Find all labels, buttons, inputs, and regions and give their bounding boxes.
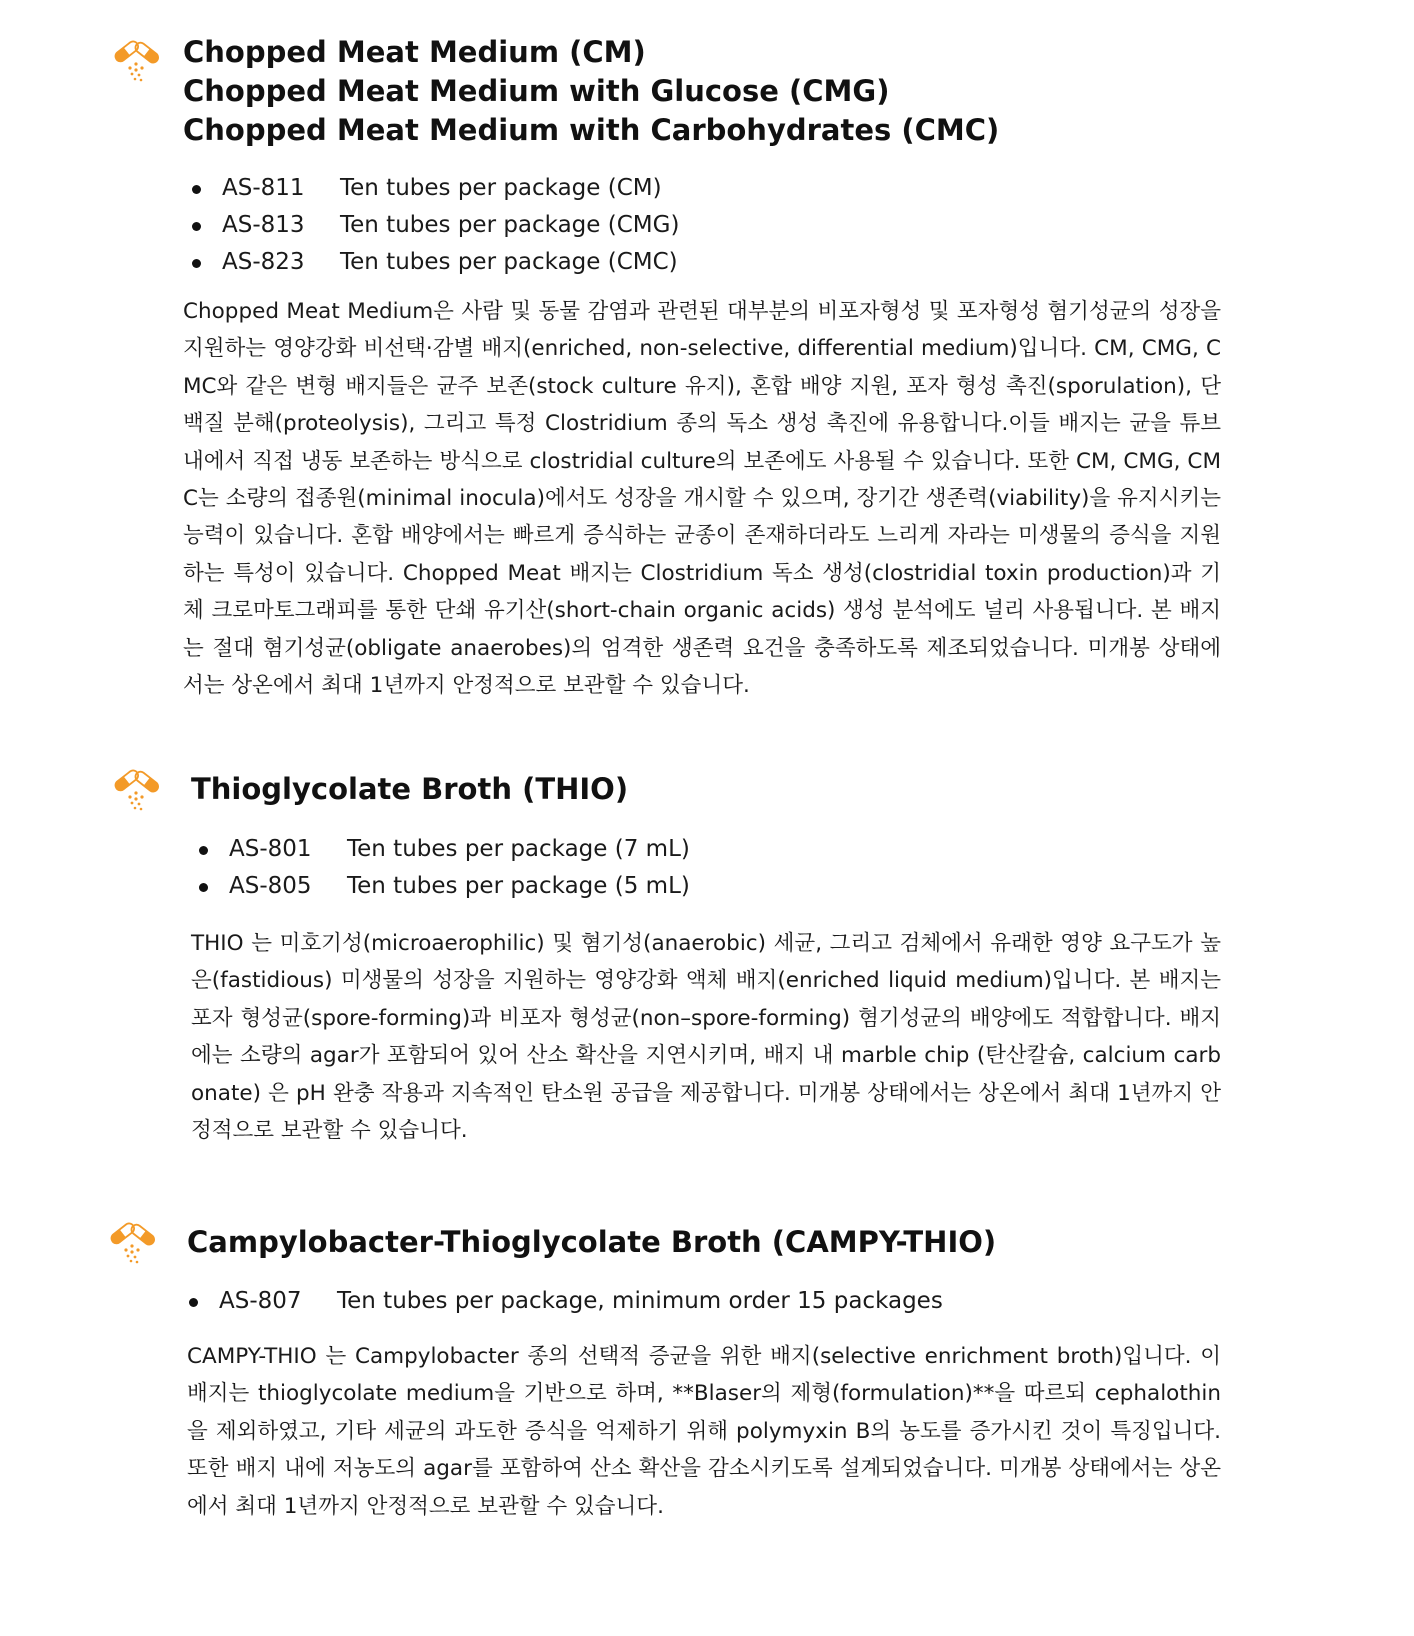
package-text: Ten tubes per package, minimum order 15 packages bbox=[337, 1288, 943, 1314]
product-code: AS-811 bbox=[222, 175, 305, 201]
product-code: AS-807 bbox=[219, 1288, 302, 1314]
product-code: AS-805 bbox=[229, 873, 312, 899]
package-text: Ten tubes per package (CMC) bbox=[340, 249, 678, 275]
product-code-list bbox=[183, 1283, 943, 1320]
capsule-pills-icon bbox=[112, 767, 160, 815]
product-code: AS-801 bbox=[229, 836, 312, 862]
list-item bbox=[193, 868, 690, 905]
title-line: Thioglycolate Broth (THIO) bbox=[191, 772, 629, 806]
section-title bbox=[183, 33, 999, 150]
capsule-pills-icon bbox=[112, 38, 160, 86]
section-description: THIO 는 미호기성(microaerophilic) 및 혐기성(anaerobic) 세균, 그리고 검체에서 유래한 영양 요구도가 높은(fastidious) 미생물의 성장을 지원하는 영양강화 액체 배지(enriched liquid medium)입니다. 본 배지는 포자 형성균(spore-forming)과 비포자 형성균(non–spore-forming) 혐기성균의 배양에도 적합합니다. 배지에는 소량의 agar가 포함되어 있어 산소 확산을 지연시키며, 배지 내 marble chip (탄산칼슘, calcium carbonate) 은 pH 완충 작용과 지속적인 탄소원 공급을 제공합니다. 미개봉 상태에서는 상온에서 최대 1년까지 안정적으로 보관할 수 있습니다. bbox=[191, 931, 1221, 1144]
title-line: Chopped Meat Medium with Glucose (CMG) bbox=[183, 74, 890, 108]
section-description: Chopped Meat Medium은 사람 및 동물 감염과 관련된 대부분의 비포자형성 및 포자형성 혐기성균의 성장을 지원하는 영양강화 비선택·감별 배지(enriched, non-selective, differential medium)입니다. CM, CMG, CMC와 같은 변형 배지들은 균주 보존(stock culture 유지), 혼합 배양 지원, 포자 형성 촉진(sporulation), 단백질 분해(proteolysis), 그리고 특정 Clostridium 종의 독소 생성 촉진에 유용합니다.이들 배지는 균을 튜브 내에서 직접 냉동 보존하는 방식으로 clostridial culture의 보존에도 사용될 수 있습니다. 또한 CM, CMG, CMC는 소량의 접종원(minimal inocula)에서도 성장을 개시할 수 있으며, 장기간 생존력(viability)을 유지시키는 능력이 있습니다. 혼합 배양에서는 빠르게 증식하는 균종이 존재하더라도 느리게 자라는 미생물의 증식을 지원하는 특성이 있습니다. Chopped Meat 배지는 Clostridium 독소 생성(clostridial toxin production)과 기체 크로마토그래피를 통한 단쇄 유기산(short-chain organic acids) 생성 분석에도 널리 사용됩니다. 본 배지는 절대 혐기성균(obligate anaerobes)의 엄격한 생존력 요건을 충족하도록 제조되었습니다. 미개봉 상태에서는 상온에서 최대 1년까지 안정적으로 보관할 수 있습니다. bbox=[183, 299, 1221, 699]
title-line: Chopped Meat Medium with Carbohydrates (CMC) bbox=[183, 113, 1000, 147]
package-text: Ten tubes per package (CM) bbox=[340, 175, 662, 201]
section-title bbox=[187, 1223, 996, 1262]
package-text: Ten tubes per package (5 mL) bbox=[347, 873, 690, 899]
list-item bbox=[186, 207, 679, 244]
list-item bbox=[186, 244, 679, 281]
title-line: Chopped Meat Medium (CM) bbox=[183, 35, 646, 69]
list-item bbox=[183, 1283, 943, 1320]
section-description: CAMPY-THIO 는 Campylobacter 종의 선택적 증균을 위한 배지(selective enrichment broth)입니다. 이 배지는 thioglycolate medium을 기반으로 하며, **Blaser의 제형(formulation)**을 따르되 cephalothin을 제외하였고, 기타 세균의 과도한 증식을 억제하기 위해 polymyxin B의 농도를 증가시킨 것이 특징입니다. 또한 배지 내에 저농도의 agar를 포함하여 산소 확산을 감소시키도록 설계되었습니다. 미개봉 상태에서는 상온에서 최대 1년까지 안정적으로 보관할 수 있습니다. bbox=[187, 1344, 1221, 1519]
list-item bbox=[193, 831, 690, 868]
product-code-list bbox=[186, 170, 679, 281]
package-text: Ten tubes per package (CMG) bbox=[340, 212, 680, 238]
capsule-pills-icon bbox=[108, 1220, 156, 1268]
section-title bbox=[191, 770, 628, 809]
list-item bbox=[186, 170, 679, 207]
title-line: Campylobacter-Thioglycolate Broth (CAMPY-THIO) bbox=[187, 1225, 997, 1259]
product-code: AS-823 bbox=[222, 249, 305, 275]
product-code: AS-813 bbox=[222, 212, 305, 238]
product-code-list bbox=[193, 831, 690, 905]
package-text: Ten tubes per package (7 mL) bbox=[347, 836, 690, 862]
